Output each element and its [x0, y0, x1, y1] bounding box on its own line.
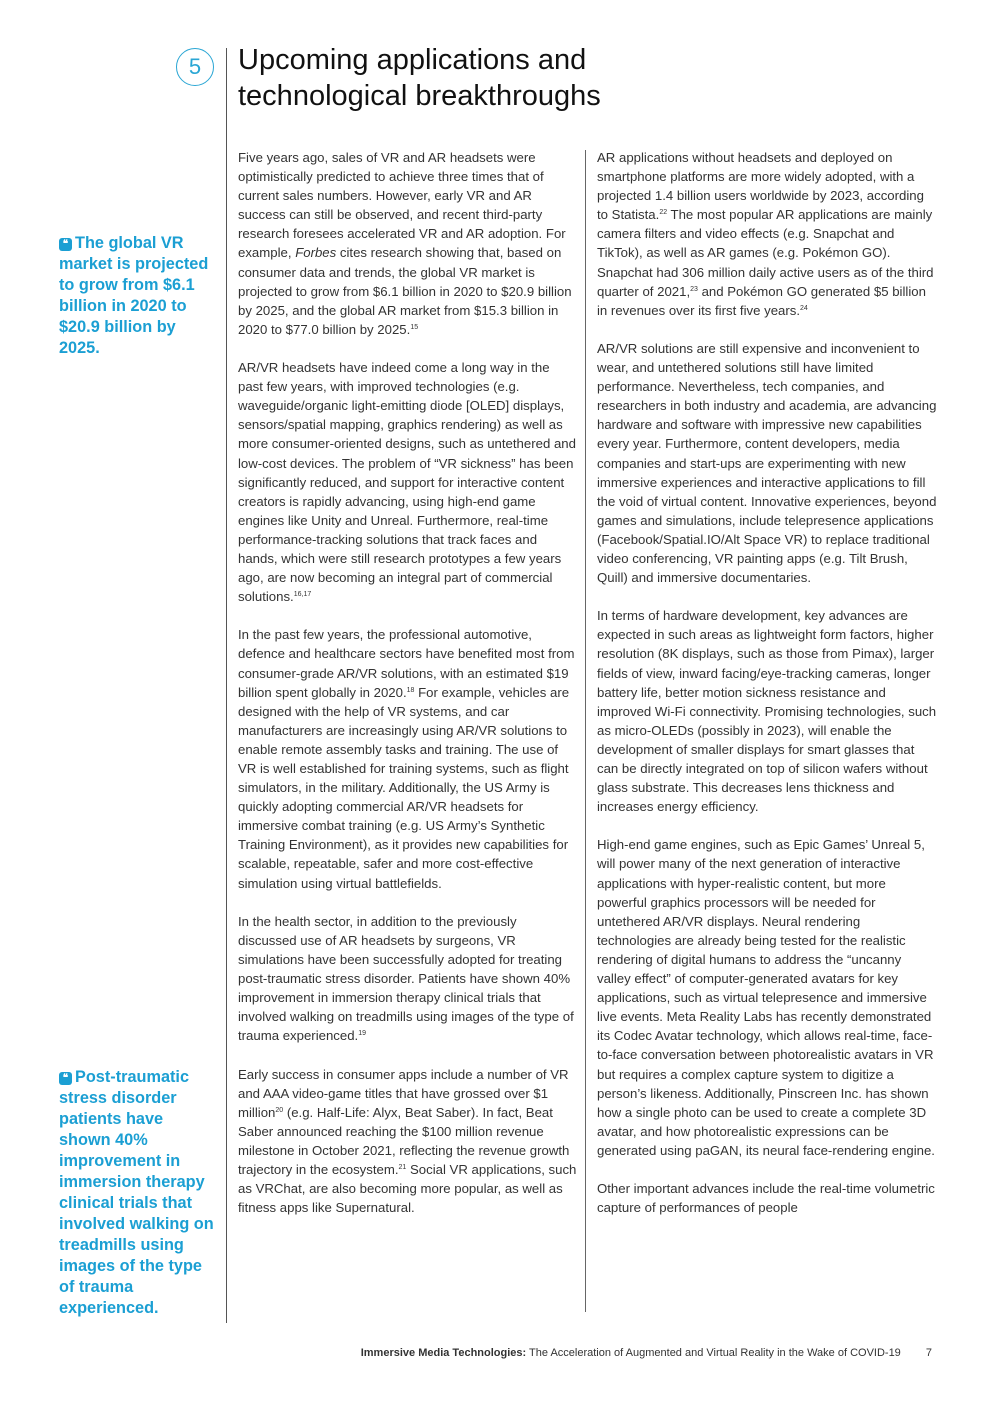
pull-quote-ptsd — [59, 1067, 217, 1319]
page-title: Upcoming applications and technological breakthroughs — [238, 44, 601, 112]
page-number: 7 — [925, 1347, 932, 1359]
left-vertical-rule — [226, 48, 227, 1323]
body-column-left — [238, 148, 578, 1236]
footer-report-title: Immersive Media Technologies: — [360, 1347, 527, 1359]
paragraph: High-end game engines, such as Epic Games’ Unreal 5, will power many of the next generation of interactive applications with hyper-realistic content, but more powerful graphics processors will be needed for untethered AR/VR displays. Neural rendering technologies are already being tested for the realistic rendering of digital humans to address the “uncanny valley effect” of computer-generated avatars for key applications, such as virtual telepresence and immersive live events. Meta Reality Labs has recently demonstrated its Codec Avatar technology, which allows real-time, face-to-face conversation between photorealistic avatars in VR but requires a complex capture system to digitize a person’s likeness. Additionally, Pinscreen Inc. has shown how a single photo can be used to create a complete 3D avatar, and how photorealistic expressions can be generated using paGAN, its neural face-rendering engine. — [597, 837, 935, 1158]
body-column-right — [597, 148, 937, 1236]
paragraph: AR/VR headsets have indeed come a long way in the past few years, with improved technologies (e.g. waveguide/organic light-emitting diode [OLED] displays, sensors/spatial mapping, graphics rendering) as well as more consumer-oriented designs, such as untethered and low-cost devices. The problem of “VR sickness” has been significantly reduced, and support for interactive content creators is rapidly advancing, using high-end game engines like Unity and Unreal. Furthermore, real-time performance-tracking solutions that track faces and hands, which were still research prototypes a few years ago, are now becoming an integral part of commercial solutions.$^{16,17}$ — [238, 360, 576, 605]
quote-icon: ❝ — [59, 1072, 72, 1085]
column-divider — [585, 150, 586, 1312]
paragraph: Early success in consumer apps include a number of VR and AAA video-game titles that have grossed over $1 million$^{20}$ (e.g. Half-Life: Alyx, Beat Saber). In fact, Beat Saber announced reaching the $100 million revenue milestone in October 2021, reflecting the revenue growth trajectory in the ecosystem.$^{21}$ Social VR applications, such as VRChat, are also becoming more popular, as well as fitness apps like Supernatural. — [238, 1066, 577, 1216]
paragraph: In terms of hardware development, key advances are expected in such areas as lightweight form factors, higher resolution (8K displays, such as those from Pimax), larger fields of view, inward facing/eye-tracking cameras, longer battery life, better motion sickness resistance and improved Wi-Fi connectivity. Promising technologies, such as micro-OLEDs (possibly in 2023), will enable the development of smaller displays for smart glasses that can be directly integrated on top of silicon wafers without glass substrate. This decreases lens thickness and increases energy efficiency. — [597, 608, 937, 815]
paragraph: In the past few years, the professional automotive, defence and healthcare sectors have benefited most from consumer-grade AR/VR solutions, with an estimated $19 billion spent globally in 2020.18 For example, vehicles are designed with the help of VR systems, and car manufacturers are increasingly using AR/VR solutions to enable remote assembly tasks and training. The use of VR is well established for training systems, such as flight simulators, in the military. Additionally, the US Army is quickly adopting commercial AR/VR headsets for immersive combat training (e.g. US Army’s Synthetic Training Environment), as it provides new capabilities for scalable, repeatable, safer and more cost-effective simulation using virtual battlefields. — [238, 627, 575, 891]
paragraph: In the health sector, in addition to the previously discussed use of AR headsets by surgeons, VR simulations have been successfully adopted for treating post-traumatic stress disorder. Patients have shown 40% improvement in immersion therapy clinical trials that involved walking on treadmills using images of the type of trauma experienced.$^{19}$ — [238, 913, 574, 1044]
paragraph: Other important advances include the real-time volumetric capture of performances of people — [597, 1181, 935, 1216]
paragraph: AR/VR solutions are still expensive and inconvenient to wear, and untethered solutions still have limited performance. Nevertheless, tech companies, and researchers in both industry and academia, are advancing hardware and software with impressive new capabilities every year. Furthermore, content developers, media companies and start-ups are experimenting with new immersive experiences and interactive applications to fill the void of virtual content. Innovative experiences, beyond games and simulations, include telepresence applications (Facebook/Spatial.IO/Alt Space VR) to replace traditional video conferencing, VR painting apps (e.g. Tilt Brush, Quill) and immersive documentaries. — [597, 340, 937, 586]
pull-quote-vr-market — [59, 233, 217, 359]
pull-quote-text: Post-traumatic stress disorder patients have shown 40% improvement in immersion therapy clinical trials that involved walking on treadmills using images of the type of trauma experienced. — [59, 1068, 214, 1317]
pull-quote-text: The global VR market is projected to grow from $6.1 billion in 2020 to $20.9 billion by 2025. — [59, 234, 209, 357]
paragraph: AR applications without headsets and deployed on smartphone platforms are more widely adopted, with a projected 1.4 billion users worldwide by 2023, according to Statista.$^{22}$ The most popular AR applications are mainly camera filters and video effects (e.g. Snapchat and TikTok), as well as AR games (e.g. Pokémon GO). Snapchat had 306 million daily active users as of the third quarter of 2021,23 and Pokémon GO generated $5 billion in revenues over its first five years.$^{24}$ — [597, 150, 934, 318]
section-number-badge: 5 — [176, 48, 214, 86]
quote-icon: ❝ — [59, 238, 72, 251]
footer-report-subtitle: The Acceleration of Augmented and Virtual Reality in the Wake of COVID-19 — [529, 1347, 901, 1359]
paragraph: Five years ago, sales of VR and AR headsets were optimistically predicted to achieve three times that of current sales numbers. However, early VR and AR success can still be observed, and recent third-party research foresees accelerated VR and AR adoption. For example, Forbes cites research showing that, based on consumer data and trends, the global VR market is projected to grow from $6.1 billion in 2020 to $20.9 billion by 2025, and the global AR market from $15.3 billion in 2020 to $77.0 billion by 2025.15 — [238, 150, 572, 337]
page-footer — [361, 1347, 932, 1359]
